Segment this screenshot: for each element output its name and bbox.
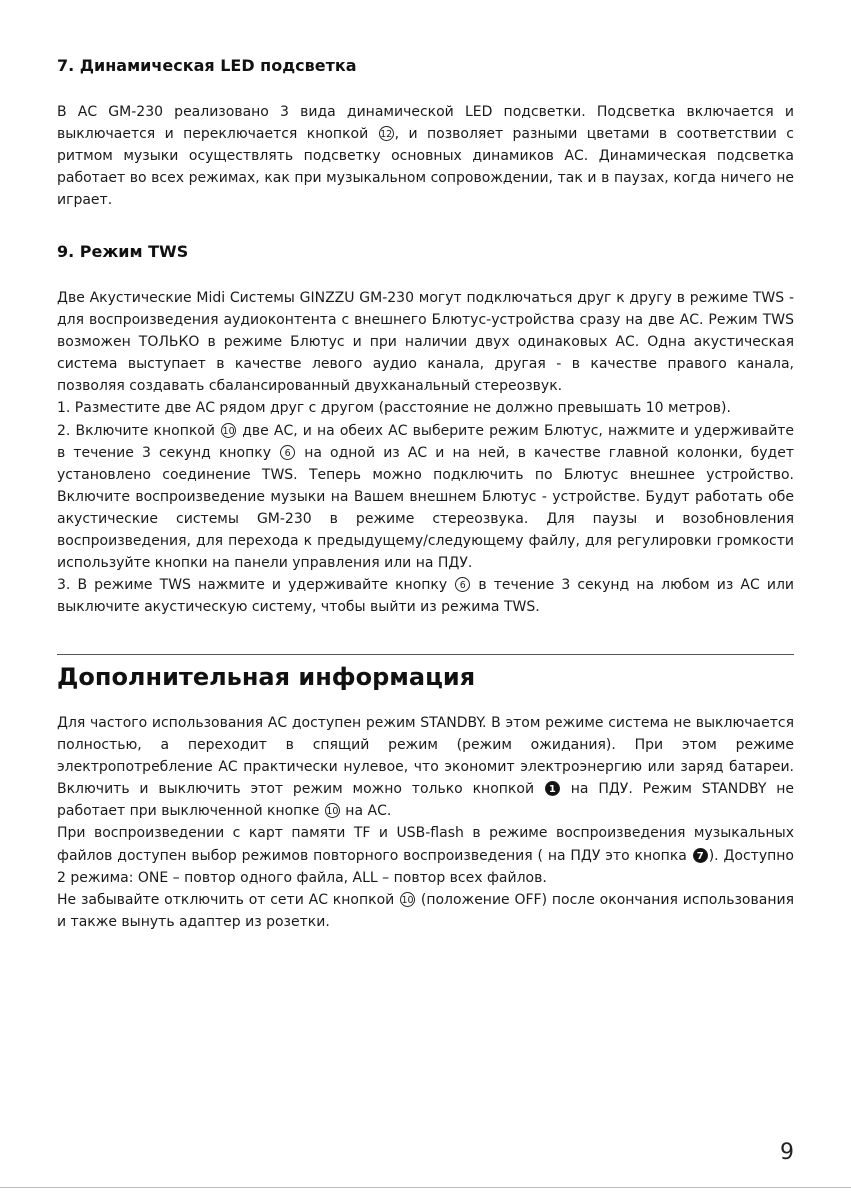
section-7-body [57,101,794,211]
text-run: (положение OFF) после окончания использования и также вынуть адаптер из розетки. [57,891,794,930]
section-divider [57,654,794,655]
section-9-intro: Две Акустические Midi Системы GINZZU GM-230 могут подключаться друг к другу в режиме TWS - для воспроизведения аудиоконтента с внешнего Блютус-устройства сразу на две АС. Режим TWS возможен ТОЛЬКО в режиме Блютус и при наличии двух одинаковых АС. Одна акустическая система выступает в качестве левого аудио канала, другая - в качестве правого канала, позволяя создавать сбалансированный двухканальный стереозвук. [57,290,794,395]
additional-info-heading: Дополнительная информация [57,663,476,691]
text-run: В АС GM-230 реализовано 3 вида динамической LED подсветки. Подсветка включается и выключается и переключается кнопкой [57,104,794,143]
page-bottom-edge [0,1187,851,1188]
manual-page [57,0,794,1192]
text-run: При воспроизведении с карт памяти TF и USB-flash в режиме воспроизведения музыкальных файлов доступен выбор режимов повторного воспроизведения ( на ПДУ это кнопка [57,825,794,864]
section-9-step-2 [57,420,794,575]
text-run: две АС, и на обеих АС выберите режим Блютус, нажмите и удерживайте в течение 3 секунд кнопку [57,422,794,461]
button-10-icon: 10 [400,892,415,907]
additional-paragraph-power [57,889,794,933]
remote-button-7-icon: 7 [693,848,708,863]
text-run: Для частого использования АС доступен режим STANDBY. В этом режиме система не выключается полностью, а переходит в спящий режим (режим ожидания). При этом режиме электропотребление АС практически нулевое, что экономит электроэнергию или заряд батареи. Включить и выключить этот режим можно только кнопкой [57,715,794,798]
additional-paragraph-standby [57,712,794,822]
button-10-icon: 10 [221,423,236,438]
text-run: на ПДУ. Режим STANDBY не работает при выключенной кнопке [57,781,794,820]
button-10-icon: 10 [325,803,340,818]
button-6-icon: 6 [455,577,470,592]
button-6-icon: 6 [280,445,295,460]
button-12-icon: 12 [379,126,394,141]
additional-paragraph-repeat [57,822,794,888]
section-7-paragraph [57,101,794,211]
text-run: Не забывайте отключить от сети АС кнопкой [57,891,400,908]
text-run: на одной из АС и на ней, в качестве главной колонки, будет установлено соединение TWS. Теперь можно подключить по Блютус внешнее устройство. Включите воспроизведение музыки на Вашем внешнем Блютус - устройстве. Будут работать обе акустические системы GM-230 в режиме стереозвука. Для паузы и возобновления воспроизведения, для перехода к предыдущему/следующему файлу, для регулировки громкости используйте кнопки на панели управления или на ПДУ. [57,444,794,572]
text-run: в течение 3 секунд на любом из АС или выключите акустическую систему, чтобы выйти из режима TWS. [57,577,795,616]
text-run: 2. Включите кнопкой [57,422,221,439]
text-run: ). Доступно 2 режима: ONE – повтор одного файла, ALL – повтор всех файлов. [57,847,794,886]
section-9-step-3 [57,574,794,618]
text-run: на АС. [340,803,392,820]
page-number: 9 [780,1140,794,1165]
section-9-body [57,287,794,618]
text-run: , и позволяет разными цветами в соответствии с ритмом музыки осуществлять подсветку основных динамиков АС. Динамическая подсветка работает во всех режимах, как при музыкальном сопровождении, так и в паузах, когда ничего не играет. [57,126,794,209]
section-7-heading: 7. Динамическая LED подсветка [57,56,357,75]
section-9-heading: 9. Режим TWS [57,242,189,261]
remote-button-1-icon: 1 [545,781,560,796]
section-9-step-1: 1. Разместите две АС рядом друг с другом (расстояние не должно превышать 10 метров). [57,400,731,417]
text-run: 3. В режиме TWS нажмите и удерживайте кнопку [57,577,455,594]
additional-info-body [57,712,794,933]
